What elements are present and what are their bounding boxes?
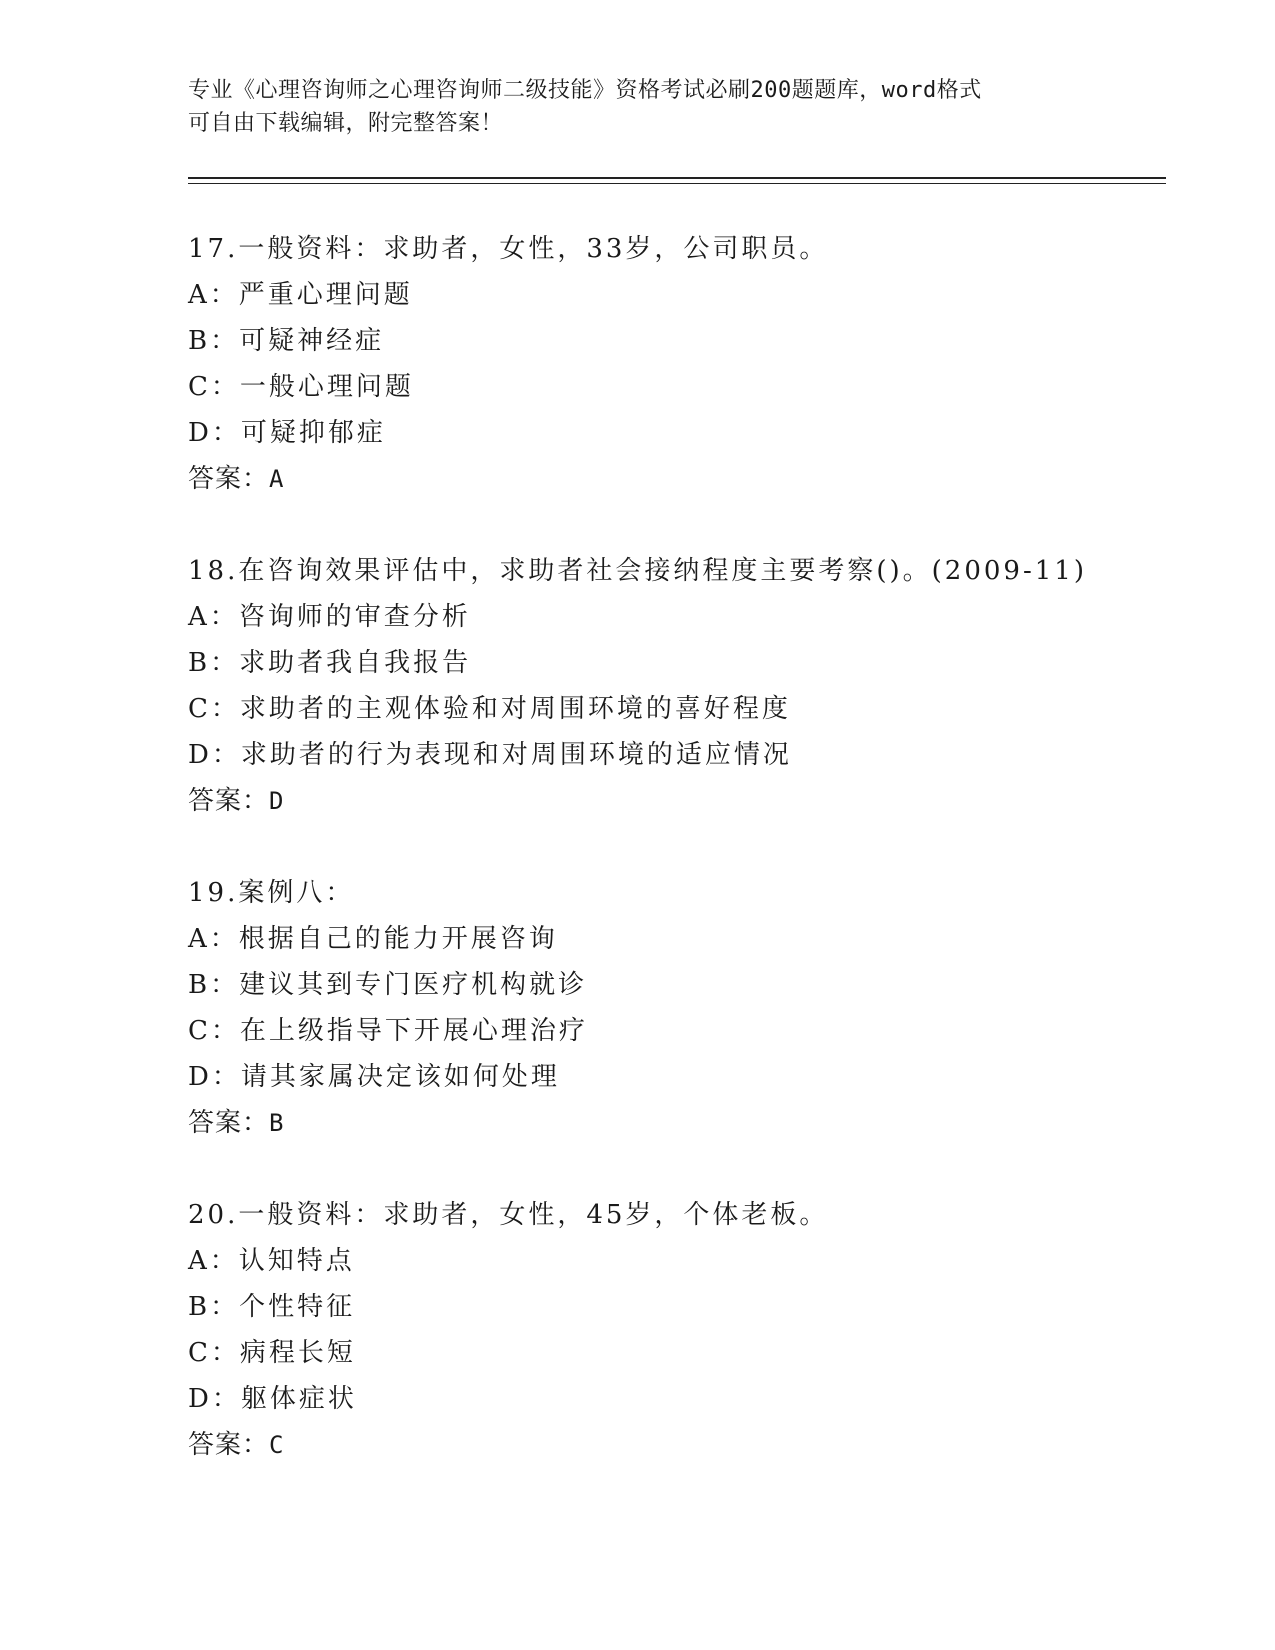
answer-line: [188, 778, 1188, 824]
question-stem: 17.一般资料：求助者，女性，33岁，公司职员。: [188, 234, 829, 264]
header-line-2: 可自由下载编辑，附完整答案！: [188, 111, 504, 136]
question-stem: 19.案例八：: [188, 878, 355, 908]
answer-value: D: [269, 787, 285, 815]
question-block: [188, 870, 1188, 1146]
option-b: B：建议其到专门医疗机构就诊: [188, 970, 588, 1000]
option-c: C：一般心理问题: [188, 372, 414, 402]
answer-label: 答案：: [188, 786, 270, 816]
option-a: A：根据自己的能力开展咨询: [188, 924, 558, 954]
answer-line: [188, 456, 1188, 502]
option-c: C：病程长短: [188, 1338, 356, 1368]
option-a: A：认知特点: [188, 1246, 355, 1276]
answer-line: [188, 1100, 1188, 1146]
answer-label: 答案：: [188, 1430, 270, 1460]
question-block: [188, 226, 1188, 502]
option-c: C：在上级指导下开展心理治疗: [188, 1016, 588, 1046]
option-a: A：咨询师的审查分析: [188, 602, 471, 632]
option-b: B：可疑神经症: [188, 326, 385, 356]
answer-line: [188, 1422, 1188, 1468]
option-d: D：请其家属决定该如何处理: [188, 1062, 560, 1092]
header-divider-thick: [188, 177, 1166, 179]
answer-value: B: [269, 1109, 285, 1137]
option-a: A：严重心理问题: [188, 280, 413, 310]
header-divider-thin: [188, 183, 1166, 184]
question-block: [188, 1192, 1188, 1468]
option-b: B：个性特征: [188, 1292, 356, 1322]
option-d: D：求助者的行为表现和对周围环境的适应情况: [188, 740, 792, 770]
question-stem: 20.一般资料：求助者，女性，45岁，个体老板。: [188, 1200, 829, 1230]
answer-label: 答案：: [188, 1108, 270, 1138]
option-c: C：求助者的主观体验和对周围环境的喜好程度: [188, 694, 791, 724]
answer-value: C: [269, 1431, 285, 1459]
option-d: D：可疑抑郁症: [188, 418, 386, 448]
question-stem: 18.在咨询效果评估中，求助者社会接纳程度主要考察()。(2009-11): [188, 556, 1087, 586]
answer-label: 答案：: [188, 464, 270, 494]
document-header: [188, 74, 1088, 140]
option-d: D：躯体症状: [188, 1384, 357, 1414]
answer-value: A: [269, 465, 285, 493]
option-b: B：求助者我自我报告: [188, 648, 472, 678]
header-line-1: 专业《心理咨询师之心理咨询师二级技能》资格考试必刷200题题库，word格式: [188, 78, 982, 103]
question-block: [188, 548, 1188, 824]
